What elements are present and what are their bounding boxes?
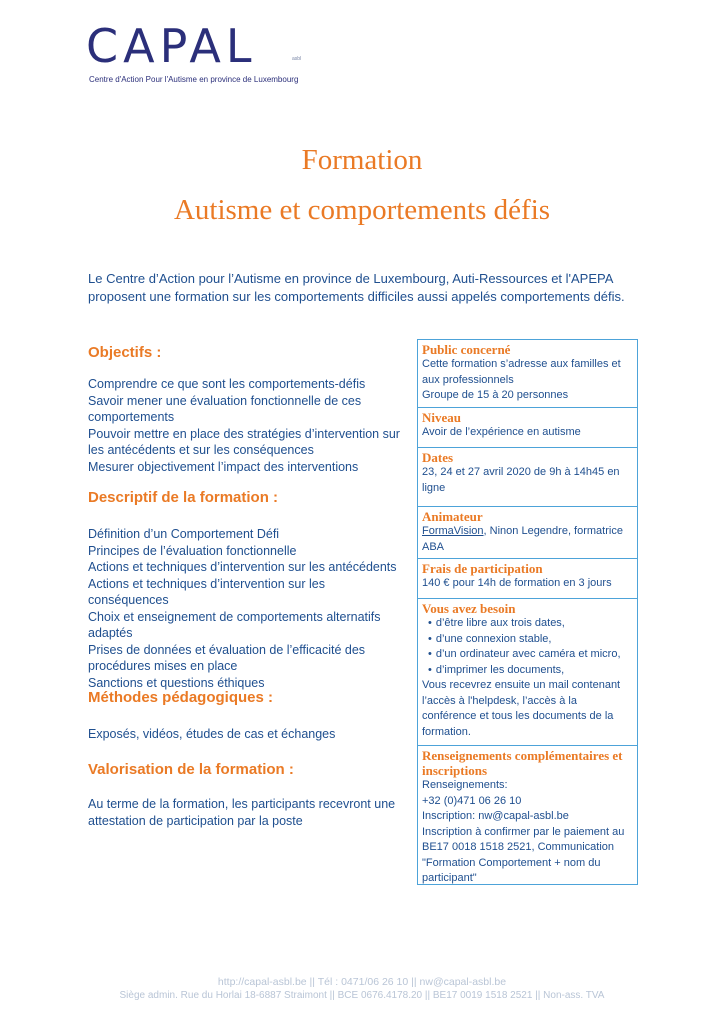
logo-wordmark: CAPAL xyxy=(86,19,257,73)
besoin-cell xyxy=(418,598,637,745)
descriptif-item: Actions et techniques d’intervention sur les antécédents xyxy=(88,560,397,574)
capal-logo xyxy=(86,18,316,88)
descriptif-item: Actions et techniques d’intervention sur les conséquences xyxy=(88,576,325,607)
besoin-bullet: • d’une connexion stable, xyxy=(422,632,633,648)
title-line-1: Formation xyxy=(301,144,423,176)
renseignements-line: Renseignements: xyxy=(422,779,508,791)
descriptif-item: Principes de l’évaluation fonctionnelle xyxy=(88,543,297,558)
renseignements-phone: +32 (0)471 06 26 10 xyxy=(422,794,522,807)
public-title: Public concerné xyxy=(422,342,511,357)
descriptif-item: Prises de données et évaluation de l’efficacité des procédures mises en place xyxy=(88,642,366,673)
public-line-2: Groupe de 15 à 20 personnes xyxy=(422,389,569,401)
animateur-line xyxy=(422,524,633,555)
niveau-line-1: Avoir de l’expérience en autisme xyxy=(422,426,581,438)
renseignements-cell xyxy=(418,745,637,885)
public-cell xyxy=(418,340,637,407)
niveau-title: Niveau xyxy=(422,410,461,425)
descriptif-item: Choix et enseignement de comportements alternatifs adaptés xyxy=(88,609,381,640)
formavision-link[interactable]: FormaVision xyxy=(422,525,484,537)
descriptif-item: Sanctions et questions éthiques xyxy=(88,675,265,690)
intro-paragraph: Le Centre d’Action pour l’Autisme en province de Luxembourg, Auti-Ressources et l'APEPA proposent une formation sur les comportements difficiles aussi appelés comportements défis. xyxy=(88,271,625,304)
besoin-title: Vous avez besoin xyxy=(422,601,516,616)
besoin-after: Vous recevrez ensuite un mail contenant l’accès à l'helpdesk, l’accès à la conférence et tous les documents de la formation. xyxy=(422,679,621,738)
besoin-bullet: • d’imprimer les documents, xyxy=(422,663,633,679)
renseignements-title: Renseignements complémentaires et inscriptions xyxy=(422,748,623,778)
public-line-1: Cette formation s’adresse aux familles et aux professionnels xyxy=(422,358,621,386)
logo-subtitle: Centre d'Action Pour l'Autisme en province de Luxembourg xyxy=(89,75,299,84)
descriptif-item: Définition d’un Comportement Défi xyxy=(88,527,280,541)
methodes-heading: Méthodes pédagogiques : xyxy=(88,689,274,706)
objectif-item: Mesurer objectivement l’impact des interventions xyxy=(88,459,359,474)
frais-cell xyxy=(418,558,637,598)
objectif-item: Comprendre ce que sont les comportements-défis xyxy=(88,377,366,391)
niveau-cell xyxy=(418,407,637,447)
frais-line-1: 140 € pour 14h de formation en 3 jours xyxy=(422,577,612,589)
footer-address: Siège admin. Rue du Horlai 18-6887 Straimont || BCE 0676.4178.20 || BE17 0019 1518 2521 || Non-ass. TVA xyxy=(119,990,605,1001)
methodes-text: Exposés, vidéos, études de cas et échanges xyxy=(88,727,336,741)
footer-contact: http://capal-asbl.be || Tél : 0471/06 26 10 || nw@capal-asbl.be xyxy=(217,976,507,988)
objectif-item: Savoir mener une évaluation fonctionnelle de ces comportements xyxy=(88,393,362,424)
dates-line-1: 23, 24 et 27 avril 2020 de 9h à 14h45 en ligne xyxy=(422,466,620,494)
valorisation-text: Au terme de la formation, les participants recevront une attestation de participation par la poste xyxy=(88,797,396,828)
descriptif-list xyxy=(88,526,408,691)
renseignements-payment: Inscription à confirmer par le paiement au BE17 0018 1518 2521, Communication "Formation Comportement + nom du participant" xyxy=(422,825,625,884)
renseignements-email: Inscription: nw@capal-asbl.be xyxy=(422,810,569,822)
besoin-bullet: • d’être libre aux trois dates, xyxy=(422,616,633,632)
animateur-cell xyxy=(418,506,637,558)
objectifs-list xyxy=(88,376,408,475)
descriptif-heading: Descriptif de la formation : xyxy=(88,489,279,506)
frais-title: Frais de participation xyxy=(422,561,543,576)
info-box xyxy=(417,339,638,885)
objectif-item: Pouvoir mettre en place des stratégies d’intervention sur les antécédents et sur les conséquences xyxy=(88,426,400,457)
besoin-bullet: • d’un ordinateur avec caméra et micro, xyxy=(422,647,633,663)
dates-cell xyxy=(418,447,637,506)
animateur-title: Animateur xyxy=(422,509,483,524)
animateur-rest: , Ninon Legendre, formatrice ABA xyxy=(422,525,623,553)
title-line-2: Autisme et comportements défis xyxy=(173,194,551,226)
logo-asbl: asbl xyxy=(292,56,302,62)
dates-title: Dates xyxy=(422,450,454,465)
valorisation-heading: Valorisation de la formation : xyxy=(88,761,294,778)
objectifs-heading: Objectifs : xyxy=(88,344,162,361)
